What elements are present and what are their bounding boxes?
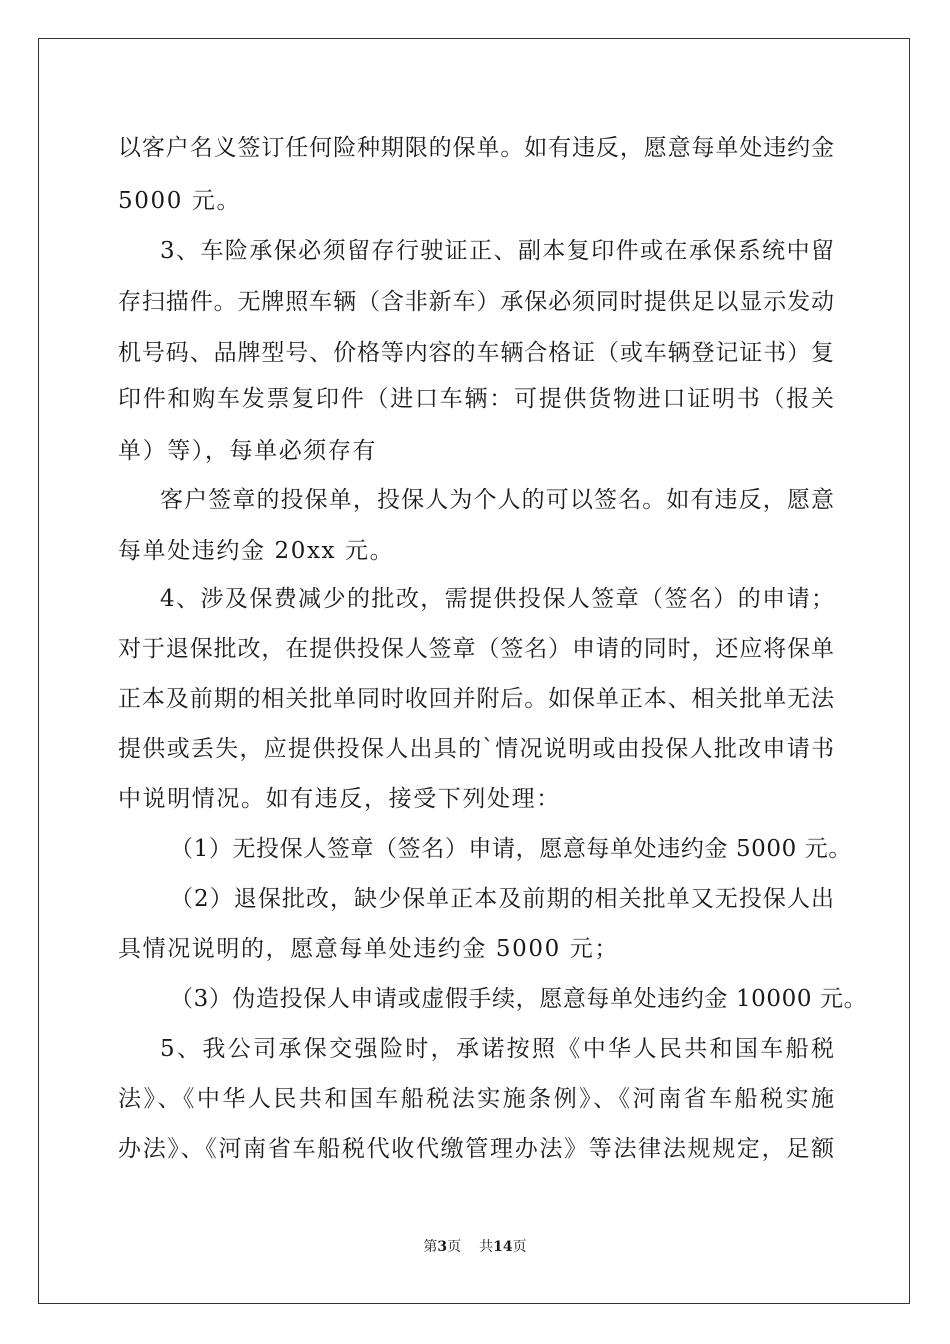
current-page-number: 3 <box>437 1239 448 1255</box>
page-border <box>38 38 910 1304</box>
text-line: 提供或丢失，应提供投保人出具的`情况说明或由投保人批改申请书 <box>118 736 834 762</box>
text-line: 办法》、《河南省车船税代收代缴管理办法》等法律法规规定，足额 <box>118 1136 834 1162</box>
text-line: 法》、《中华人民共和国车船税法实施条例》、《河南省车船税实施 <box>118 1086 834 1112</box>
text-line: （1）无投保人签章（签名）申请，愿意每单处违约金 5000 元。 <box>170 836 852 862</box>
text-line: 以客户名义签订任何险种期限的保单。如有违反，愿意每单处违约金 <box>118 135 834 161</box>
text-line: 印件和购车发票复印件（进口车辆：可提供货物进口证明书（报关 <box>118 386 834 412</box>
total-label-suffix: 页 <box>512 1239 527 1255</box>
text-line: 每单处违约金 20xx 元。 <box>118 538 395 564</box>
page-label-prefix: 第 <box>423 1239 438 1255</box>
text-line: 客户签章的投保单，投保人为个人的可以签名。如有违反，愿意 <box>160 487 834 513</box>
text-line: 5、我公司承保交强险时，承诺按照《中华人民共和国车船税 <box>160 1036 834 1062</box>
text-line: （2）退保批改，缺少保单正本及前期的相关批单又无投保人出 <box>170 886 834 912</box>
total-label-prefix: 共 <box>479 1239 494 1255</box>
text-line: 4、涉及保费减少的批改，需提供投保人签章（签名）的申请； <box>160 586 834 612</box>
text-line: 具情况说明的，愿意每单处违约金 5000 元； <box>118 936 619 962</box>
text-line: 5000 元。 <box>118 188 242 214</box>
total-page-count: 14 <box>493 1239 513 1255</box>
text-line: 对于退保批改，在提供投保人签章（签名）申请的同时，还应将保单 <box>118 636 834 662</box>
text-line: 单）等），每单必须存有 <box>118 438 378 464</box>
text-line: 正本及前期的相关批单同时收回并附后。如保单正本、相关批单无法 <box>118 686 834 712</box>
text-line: （3）伪造投保人申请或虚假手续，愿意每单处违约金 10000 元。 <box>170 986 868 1012</box>
page-footer <box>0 1238 950 1256</box>
text-line: 3、车险承保必须留存行驶证正、副本复印件或在承保系统中留 <box>160 238 834 264</box>
page-label-suffix: 页 <box>447 1239 462 1255</box>
text-line: 机号码、品牌型号、价格等内容的车辆合格证（或车辆登记证书）复 <box>118 340 834 366</box>
text-line: 中说明情况。如有违反，接受下列处理： <box>118 786 561 812</box>
text-line: 存扫描件。无牌照车辆（含非新车）承保必须同时提供足以显示发动 <box>118 289 834 315</box>
